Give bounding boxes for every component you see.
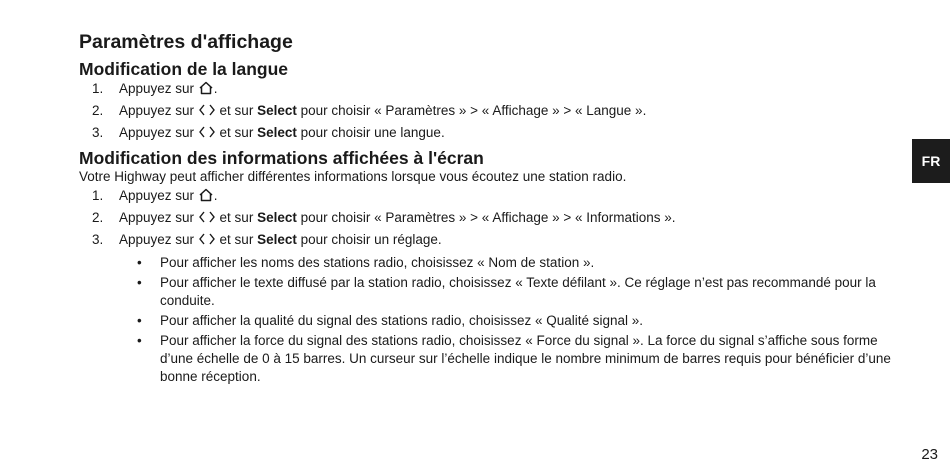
left-right-arrows-icon	[198, 125, 216, 145]
language-tab: FR	[912, 139, 950, 183]
select-key-label: Select	[257, 232, 297, 247]
step-number: 1.	[92, 188, 104, 203]
step-text-end: pour choisir une langue.	[296, 125, 445, 140]
bullet-text: Pour afficher la qualité du signal des stations radio, choisissez « Qualité signal ».	[160, 313, 644, 328]
left-right-arrows-icon	[198, 232, 216, 252]
step-number: 1.	[92, 81, 104, 96]
list-item	[79, 79, 894, 101]
page-title: Paramètres d'affichage	[79, 31, 293, 53]
step-text-mid: et sur	[215, 125, 258, 140]
step-text: Appuyez sur	[119, 188, 198, 203]
section-heading-language: Modification de la langue	[79, 59, 289, 79]
bullet-item	[79, 254, 894, 272]
list-item	[79, 186, 894, 208]
bullet-text: Pour afficher les noms des stations radio, choisissez « Nom de station ».	[160, 255, 595, 270]
bullet-item	[79, 312, 894, 330]
step-text: Appuyez sur	[119, 81, 198, 96]
page-number: 23	[921, 446, 938, 463]
list-item	[79, 230, 894, 252]
select-key-label: Select	[257, 125, 297, 140]
bullet-marker: •	[137, 255, 142, 270]
left-right-arrows-icon	[198, 103, 216, 123]
bullet-item	[79, 274, 894, 310]
bullet-marker: •	[137, 333, 142, 348]
bullet-text: Pour afficher le texte diffusé par la station radio, choisissez « Texte défilant ». Ce réglage n’est pas recommandé pour la conduite.	[160, 275, 876, 308]
select-key-label: Select	[257, 210, 297, 225]
bullet-marker: •	[137, 313, 142, 328]
display-info-steps-list	[79, 186, 894, 252]
step-text-mid: et sur	[215, 103, 258, 118]
step-number: 2.	[92, 103, 104, 118]
step-text: Appuyez sur	[119, 210, 198, 225]
step-text-end: pour choisir un réglage.	[296, 232, 442, 247]
step-text: Appuyez sur	[119, 125, 198, 140]
step-text: Appuyez sur	[119, 232, 198, 247]
step-number: 3.	[92, 125, 104, 140]
manual-page	[79, 30, 894, 388]
list-item	[79, 208, 894, 230]
step-text-end: pour choisir « Paramètres » > « Affichage » > « Informations ».	[296, 210, 676, 225]
section-heading-display-info: Modification des informations affichées à l'écran	[79, 148, 484, 168]
step-text-end: .	[213, 188, 218, 203]
display-options-bullet-list	[79, 254, 894, 386]
step-number: 2.	[92, 210, 104, 225]
select-key-label: Select	[257, 103, 297, 118]
section-intro: Votre Highway peut afficher différentes informations lorsque vous écoutez une station radio.	[79, 169, 627, 184]
step-text: Appuyez sur	[119, 103, 198, 118]
step-text-mid: et sur	[215, 232, 258, 247]
left-right-arrows-icon	[198, 210, 216, 230]
step-text-end: pour choisir « Paramètres » > « Affichage » > « Langue ».	[296, 103, 647, 118]
language-steps-list	[79, 79, 894, 145]
home-icon	[198, 81, 214, 101]
list-item	[79, 101, 894, 123]
home-icon	[198, 188, 214, 208]
bullet-marker: •	[137, 275, 142, 290]
bullet-text: Pour afficher la force du signal des stations radio, choisissez « Force du signal ». La force du signal s’affiche sous forme d’une échelle de 0 à 15 barres. Un curseur sur l’échelle indique le nombre minimum de barres requis pour bénéficier d’une bonne réception.	[160, 333, 891, 384]
list-item	[79, 123, 894, 145]
step-text-end: .	[213, 81, 218, 96]
bullet-item	[79, 332, 894, 386]
step-number: 3.	[92, 232, 104, 247]
step-text-mid: et sur	[215, 210, 258, 225]
